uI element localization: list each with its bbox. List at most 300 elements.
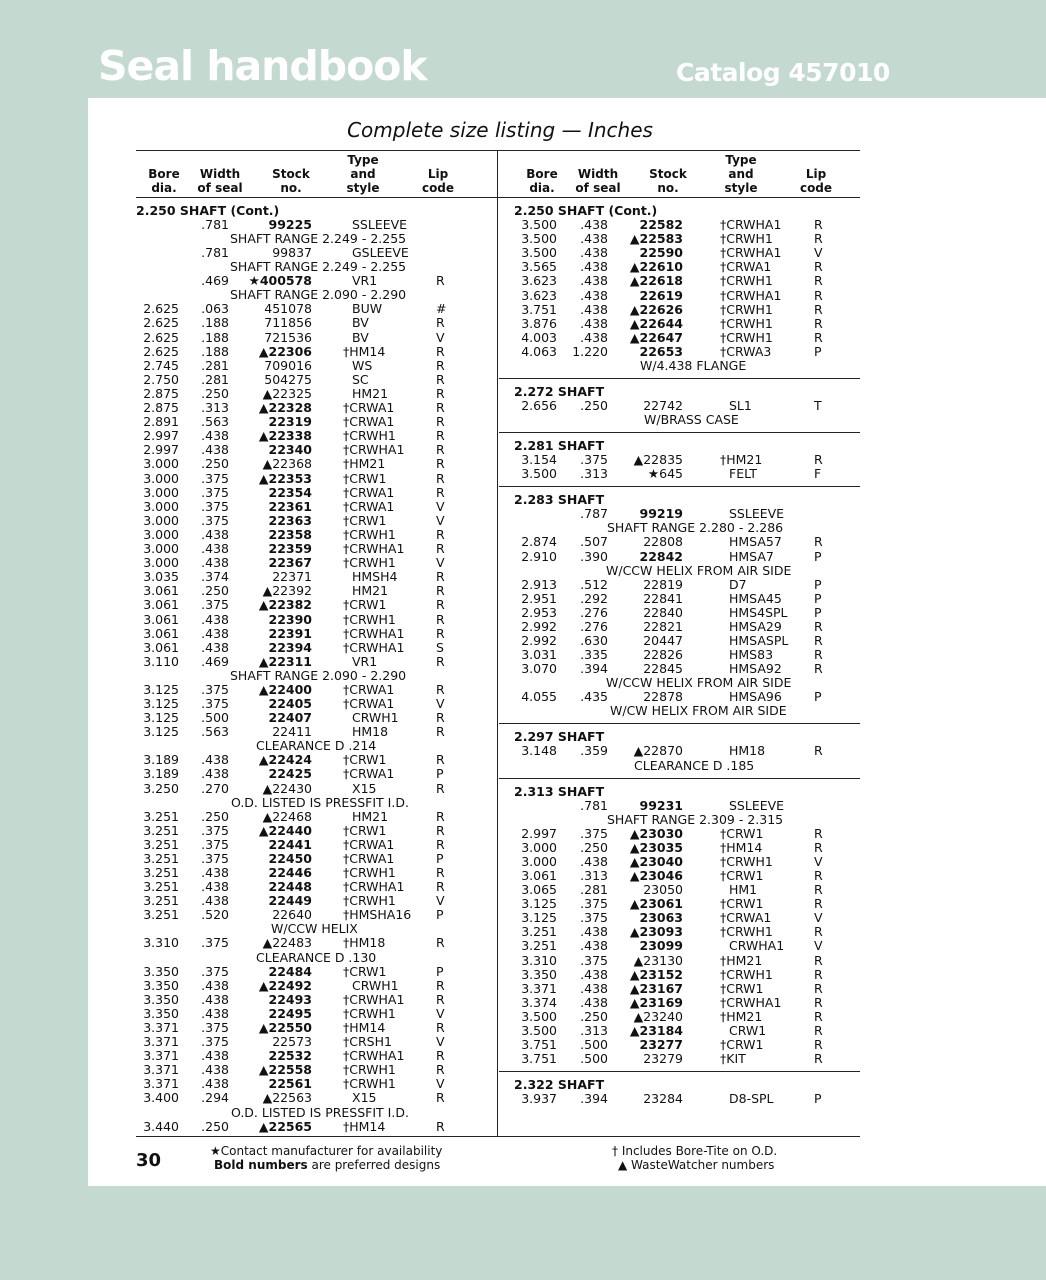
table-row [0,274,1000,288]
lip-code: R [814,661,823,677]
column-header-width-right [558,167,638,195]
wastewatcher-note: ▲ WasteWatcher numbers [618,1158,775,1172]
row-note: CLEARANCE D .214 [256,738,377,754]
table-row [0,535,1000,549]
type-style: †HM21 [343,456,386,472]
bore-dia: 3.148 [521,743,557,759]
seal-width: .438 [580,980,608,996]
stock-number [593,246,683,260]
bore-dia: 3.565 [521,259,557,275]
seal-width: .438 [201,865,229,880]
stock-number-text: 22405 [268,696,312,711]
column-header-line: no. [280,181,302,195]
seal-width: .438 [580,287,608,303]
shaft-section-header: 2.250 SHAFT (Cont.) [514,203,658,218]
lip-code: V [436,1005,445,1021]
bore-dia: 3.125 [521,910,557,926]
bore-dia: 3.310 [521,952,557,968]
seal-width: .375 [201,822,229,838]
stock-number [222,767,312,781]
seal-width: .250 [580,1008,608,1024]
type-style: †CRWA1 [343,696,395,711]
stock-number-text: 23040 [639,853,683,869]
stock-number-text: 23099 [639,938,683,954]
seal-width: .438 [201,625,229,641]
seal-width: .375 [201,850,229,866]
wastewatcher-marker: ▲ [258,1019,269,1035]
stock-number [593,883,683,897]
stock-number-text: 22573 [272,1034,312,1049]
bore-dia: 3.350 [143,991,179,1007]
stock-number [593,620,683,634]
lip-code: R [814,1037,823,1053]
lip-code: F [814,466,822,482]
bore-dia: 2.750 [143,371,179,387]
lip-code: R [814,1051,823,1067]
type-style: †CRWH1 [720,273,773,289]
seal-width: .375 [201,681,229,697]
lip-code: V [814,245,823,261]
bore-dia: 2.992 [521,618,557,634]
type-style: †CRWH1 [720,315,773,331]
bore-dia: 3.371 [143,1076,179,1092]
lip-code: R [436,569,445,585]
stock-number-text: 22359 [268,541,312,556]
lip-code: R [436,752,445,768]
seal-width: .375 [580,896,608,912]
seal-width: .359 [580,743,608,759]
seal-width: .781 [580,797,608,813]
seal-width: .438 [201,541,229,556]
type-style: †CRWHA1 [343,442,405,458]
bore-dia: 3.251 [143,808,179,824]
wastewatcher-marker: ▲ [629,1023,640,1038]
bore-dia: 3.310 [143,935,179,951]
lip-code: R [814,825,823,841]
wastewatcher-marker: ▲ [629,329,640,345]
lip-code: R [436,780,445,796]
seal-width: .188 [201,343,229,359]
stock-number-text: 22425 [268,766,312,782]
table-row [0,954,1000,968]
seal-width: .375 [580,452,608,468]
stock-number-text: 22382 [268,597,312,613]
seal-width: .375 [580,952,608,968]
column-header-line: code [799,181,833,195]
table-row [0,1077,1000,1091]
lip-code: P [814,689,822,705]
lip-code: R [436,343,445,359]
type-style: †CRWA3 [720,343,772,359]
bore-dia: 3.350 [143,1005,179,1021]
stock-number-text: 22821 [643,618,683,634]
stock-number-text: 23284 [643,1091,683,1107]
page-subtitle: Complete size listing — Inches [347,118,653,142]
table-row [0,968,1000,982]
lip-code: R [436,879,445,895]
seal-width: .281 [580,882,608,897]
wastewatcher-marker: ▲ [262,780,273,796]
table-row [0,399,1000,413]
type-style: D8-SPL [729,1091,774,1107]
stock-number-text: 22448 [268,879,312,895]
lip-code: R [814,329,823,345]
stock-number-text: 23130 [643,952,683,968]
stock-number [593,232,683,246]
column-header-line: Bore [526,167,558,181]
table-row [0,767,1000,781]
type-style: HMSA29 [729,618,782,634]
type-style: †CRW1 [720,1037,764,1053]
lip-code: R [436,1019,445,1035]
stock-number-text: 22550 [268,1019,312,1035]
stock-number-text: 22390 [268,611,312,627]
seal-width: .438 [201,1062,229,1078]
seal-width: .438 [580,329,608,345]
bore-dia: 3.440 [143,1118,179,1134]
stock-number [593,827,683,841]
stock-number-text: 23184 [639,1023,683,1038]
bore-dia: 2.874 [521,534,557,550]
wastewatcher-marker: ▲ [262,1090,273,1106]
table-row [0,869,1000,883]
lip-code: V [814,938,823,954]
type-style: CRWHA1 [729,938,785,954]
seal-width: .294 [201,1090,229,1106]
stock-number [593,345,683,359]
type-style: †CRW1 [343,470,387,486]
handbook-title: Seal handbook [98,42,427,90]
lip-code: R [814,980,823,996]
table-row [0,725,1000,739]
lip-code: S [436,639,444,655]
lip-code: R [436,836,445,852]
type-style: †CRWH1 [343,1076,396,1092]
row-note: SHAFT RANGE 2.280 - 2.286 [607,520,784,536]
table-row [0,467,1000,481]
row-note: SHAFT RANGE 2.309 - 2.315 [607,811,784,827]
seal-width: .438 [201,555,229,571]
stock-number [593,841,683,855]
stock-number-text: 22870 [643,743,683,759]
lip-code: R [436,724,445,740]
wastewatcher-marker: ▲ [629,896,640,912]
bore-dia: 3.000 [521,839,557,855]
lip-code: P [436,766,444,782]
stock-number-text: 22371 [272,569,312,585]
stock-number-text: 22640 [272,907,312,923]
type-style: HMSH4 [352,569,398,585]
stock-number-text: 23167 [639,980,683,996]
stock-number-text: 22392 [272,583,312,599]
stock-number [593,331,683,345]
stock-number [593,606,683,620]
seal-width: .438 [201,752,229,768]
section-divider [499,778,860,779]
type-style: †CRWH1 [343,865,396,880]
wastewatcher-marker: ▲ [629,301,640,317]
table-row [0,486,1000,500]
seal-width: .781 [201,217,229,232]
bore-dia: 3.110 [143,653,179,669]
bore-dia: 3.061 [143,639,179,655]
type-style: †CRWH1 [720,231,773,247]
row-note: O.D. LISTED IS PRESSFIT I.D. [231,1104,409,1120]
lip-code: R [436,808,445,824]
table-row [0,507,1000,521]
type-style: SSLEEVE [729,506,785,522]
table-row [0,982,1000,996]
type-style: WS [352,357,373,373]
stock-number [593,1024,683,1038]
type-style: †CRW1 [343,752,387,768]
wastewatcher-marker: ▲ [258,822,269,838]
stock-number [593,982,683,996]
type-style: VR1 [352,273,378,289]
type-style: †CRWHA1 [720,287,782,303]
wastewatcher-marker: ▲ [258,977,269,993]
table-row [0,550,1000,564]
table-row [0,453,1000,467]
seal-width: .438 [580,315,608,331]
type-style: CRWH1 [352,710,399,726]
stock-number [593,939,683,953]
stock-number-text: 22610 [639,259,683,275]
seal-width: .375 [201,1019,229,1035]
table-row [0,782,1000,796]
bore-dia: 3.250 [143,780,179,796]
type-style: SC [352,371,369,387]
table-row [0,925,1000,939]
stock-number-text: 22391 [268,625,312,641]
table-row [0,317,1000,331]
type-style: HM18 [352,724,389,740]
table-row [0,373,1000,387]
stock-number-text: 22394 [268,639,312,655]
lip-code: R [436,611,445,627]
stock-number-text: 22367 [268,555,312,571]
table-top-rule [136,150,860,151]
seal-width: .563 [201,414,229,430]
wastewatcher-marker: ▲ [629,867,640,883]
stock-number-text: 22808 [643,534,683,550]
table-row [0,620,1000,634]
bore-dia: 3.371 [143,1062,179,1078]
bore-dia: 3.000 [143,470,179,486]
lip-code: R [436,400,445,415]
stock-number-text: 400578 [259,273,312,289]
bore-dia: 3.500 [521,217,557,232]
table-row [0,855,1000,869]
lip-code: R [814,924,823,940]
stock-number-text: 23035 [639,839,683,855]
shaft-section-header: 2.281 SHAFT [514,438,605,454]
stock-number-text: 22841 [643,590,683,606]
seal-width: .438 [580,273,608,289]
stock-number [593,507,683,521]
bore-dia: 3.500 [521,245,557,261]
column-header-lip-left [398,167,478,195]
bore-dia: 3.000 [143,555,179,571]
wastewatcher-marker: ▲ [258,343,269,359]
type-style: HM21 [352,583,389,599]
stock-number-text: 709016 [264,357,312,373]
stock-number-text: 22583 [639,231,683,247]
seal-width: .375 [201,963,229,979]
bore-dia: 3.125 [521,896,557,912]
seal-width: .250 [201,385,229,401]
bore-dia: 3.125 [143,724,179,740]
lip-code: R [814,966,823,982]
lip-code: R [436,526,445,542]
stock-number [593,634,683,648]
column-header-line: Width [199,167,241,181]
stock-number-text: 23050 [643,882,683,897]
bore-dia: 3.251 [521,938,557,954]
lip-code: R [436,653,445,669]
stock-number-text: 22835 [643,452,683,468]
column-header-stock-right [628,167,708,195]
stock-number-text: 22742 [643,398,683,413]
stock-number [593,399,683,413]
stock-number-text: 711856 [264,315,312,331]
type-style: HM21 [352,808,389,824]
stock-number-text: 22647 [639,329,683,345]
stock-number-text: 22619 [639,287,683,303]
type-style: †CRWH1 [343,526,396,542]
row-note: W/BRASS CASE [644,412,739,428]
seal-width: .375 [201,836,229,852]
table-row [0,1038,1000,1052]
seal-width: .438 [580,217,608,232]
stock-number [593,1092,683,1106]
stock-number-text: 22840 [643,604,683,620]
seal-width: .281 [201,357,229,373]
stock-number [222,1077,312,1091]
lip-code: R [814,231,823,247]
bore-dia: 3.350 [521,966,557,982]
bore-dia: 2.910 [521,548,557,564]
seal-width: .375 [201,512,229,528]
stock-number-text: 22306 [268,343,312,359]
section-divider [499,432,860,433]
bore-dia: 3.350 [143,977,179,993]
wastewatcher-marker: ▲ [262,456,273,472]
header-bottom-rule [136,197,860,198]
stock-number-text: 504275 [264,371,312,387]
bore-dia: 3.371 [143,1019,179,1035]
bore-dia: 3.251 [143,850,179,866]
seal-width: .438 [580,966,608,982]
type-style: †CRW1 [720,980,764,996]
type-style: GSLEEVE [352,245,409,261]
lip-code: R [814,534,823,550]
lip-code: R [436,681,445,697]
bore-dia: 3.251 [143,865,179,880]
stock-number-text: 20447 [643,633,683,648]
lip-code: V [436,498,445,514]
stock-number [593,274,683,288]
bore-dia: 3.154 [521,452,557,468]
type-style: †CRW1 [720,825,764,841]
lip-code: R [436,385,445,401]
column-header-lip-right [776,167,856,195]
seal-width: .394 [580,661,608,677]
stock-number [593,855,683,869]
seal-width: .276 [580,618,608,634]
bore-dia: 3.061 [143,583,179,599]
bore-dia: 3.000 [143,526,179,542]
lip-code: P [814,1091,822,1107]
lip-code: R [814,896,823,912]
type-style: †CRWHA1 [720,994,782,1010]
seal-width: .313 [580,1023,608,1038]
stock-number-text: 22353 [268,470,312,486]
type-style: CRW1 [729,1023,767,1038]
wastewatcher-marker: ▲ [258,1062,269,1078]
type-style: HMSA45 [729,590,782,606]
shaft-section-header: 2.250 SHAFT (Cont.) [136,203,280,218]
stock-number-text: 22361 [268,498,312,514]
row-note: W/4.438 FLANGE [640,358,747,373]
type-style: †CRWH1 [720,301,773,317]
column-header-line: and [350,167,376,181]
column-header-line: no. [657,181,679,195]
type-style: †HM21 [720,452,763,468]
table-row [0,662,1000,676]
stock-number-text: 22325 [272,385,312,401]
seal-width: .281 [201,371,229,387]
lip-code: R [814,952,823,968]
seal-width: .250 [580,839,608,855]
type-style: †CRWH1 [720,966,773,982]
table-row [0,744,1000,758]
bore-dia: 2.625 [143,315,179,331]
row-note: SHAFT RANGE 2.249 - 2.255 [230,259,407,275]
lip-code: R [436,597,445,613]
lip-code: R [814,217,823,232]
seal-width: .781 [201,245,229,261]
seal-width: .438 [201,611,229,627]
table-row [0,690,1000,704]
type-style: †HM21 [720,1008,763,1024]
seal-width: .276 [580,604,608,620]
column-header-line: Bore [148,167,180,181]
catalog-number: Catalog 457010 [676,58,890,87]
lip-code: R [814,839,823,855]
lip-code: R [814,994,823,1010]
lip-code: R [436,442,445,458]
type-style: †CRWH1 [343,1005,396,1021]
type-style: †CRWHA1 [343,879,405,895]
stock-number [222,725,312,739]
lip-code: R [814,618,823,634]
stock-number-text: 22618 [639,273,683,289]
column-header-line: code [421,181,455,195]
stock-number [593,1052,683,1066]
wastewatcher-marker: ▲ [258,470,269,486]
column-header-type-left [323,153,403,195]
type-style: †CRWA1 [343,484,395,500]
lip-code: V [814,853,823,869]
stock-number [593,968,683,982]
type-style: †HM18 [343,935,386,951]
bold-note-label: Bold numbers [214,1158,308,1172]
seal-width: .438 [580,994,608,1010]
bore-dia: 3.751 [521,1051,557,1067]
seal-width: .438 [201,442,229,458]
bore-dia: 4.003 [521,329,557,345]
